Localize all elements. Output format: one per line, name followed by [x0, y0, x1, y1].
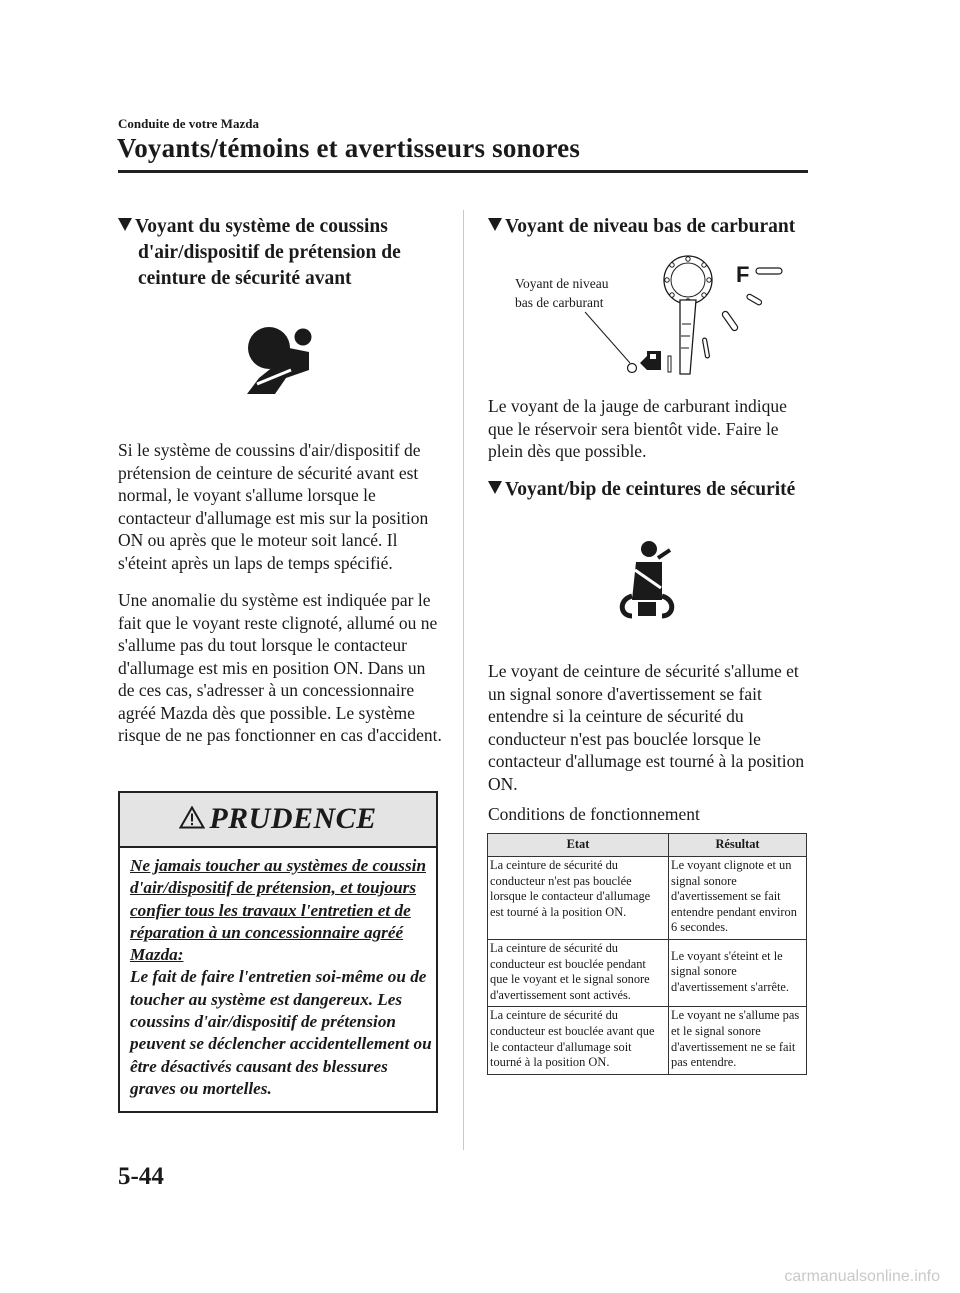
airbag-description	[118, 439, 443, 762]
airbag-section-title: Voyant du système de coussins d'air/dispositif de prétension de ceinture de sécurité avant	[118, 214, 448, 292]
fuel-gauge-illustration	[570, 252, 790, 382]
airbag-paragraph-1: Si le système de coussins d'air/dispositif de prétension de ceinture de sécurité avant est normal, le voyant s'allume lorsque le contacteur d'allumage est mis sur la position ON ou après que le moteur soit lancé. Il s'éteint après un laps de temps spécifié.	[118, 440, 429, 573]
fuel-description: Le voyant de la jauge de carburant indique que le réservoir sera bientôt vide. Faire le plein dès que possible.	[488, 396, 787, 461]
caution-box	[118, 791, 438, 1113]
gauge-full-mark: F	[736, 262, 750, 287]
triangle-bullet-icon	[118, 218, 132, 231]
table-cell-resultat: Le voyant ne s'allume pas et le signal sonore d'avertissement ne se fait pas entendre.	[669, 1007, 807, 1074]
table-row	[488, 939, 807, 1006]
section-label: Conduite de votre Mazda	[118, 116, 259, 131]
table-cell-resultat: Le voyant clignote et un signal sonore d'avertissement se fait entendre pendant environ 6 secondes.	[669, 857, 807, 940]
table-cell-etat: La ceinture de sécurité du conducteur n'est pas bouclée lorsque le contacteur d'allumage est tourné à la position ON.	[488, 857, 669, 940]
watermark-link[interactable]: carmanualsonline.info	[784, 1268, 940, 1285]
header-rule	[118, 170, 808, 173]
page-number: 5-44	[118, 1163, 164, 1190]
conditions-title: Conditions de fonctionnement	[488, 804, 700, 824]
conditions-table	[487, 833, 807, 1075]
caution-title: PRUDENCE	[120, 802, 436, 836]
table-row	[488, 1007, 807, 1074]
belt-description: Le voyant de ceinture de sécurité s'allume et un signal sonore d'avertissement se fait entendre si la ceinture de sécurité du conducteur n'est pas bouclée lorsque le contacteur d'allumage est tourné à la position ON.	[488, 661, 805, 794]
caution-header	[120, 793, 436, 848]
column-divider	[463, 210, 464, 1150]
table-cell-resultat: Le voyant s'éteint et le signal sonore d'avertissement s'arrête.	[669, 939, 807, 1006]
header-etat: Etat	[488, 834, 669, 857]
caution-body	[130, 855, 435, 1100]
table-header-row	[488, 834, 807, 857]
fuel-callout-label: Voyant de niveau bas de carburant	[515, 276, 609, 310]
warning-triangle-icon	[179, 806, 205, 829]
belt-section-title: Voyant/bip de ceintures de sécurité	[488, 477, 823, 503]
triangle-bullet-icon	[488, 481, 502, 494]
caution-text: Le fait de faire l'entretien soi-même ou de toucher au système est dangereux. Les coussins d'air/dispositif de prétension peuvent se déclencher accidentellement ou être désactivés causant des blessures graves ou mortelles.	[130, 967, 432, 1098]
fuel-section-title: Voyant de niveau bas de carburant	[488, 214, 818, 240]
table-cell-etat: La ceinture de sécurité du conducteur est bouclée pendant que le voyant et le signal sonore d'avertissement sont activés.	[488, 939, 669, 1006]
seatbelt-person-icon	[612, 540, 682, 620]
caution-underlined-text: Ne jamais toucher au systèmes de coussin d'air/dispositif de prétension, et toujours confier tous les travaux l'entretien et de réparation à un concessionnaire agréé Mazda:	[130, 856, 427, 965]
table-cell-etat: La ceinture de sécurité du conducteur est bouclée avant que le contacteur d'allumage soit tourné à la position ON.	[488, 1007, 669, 1074]
airbag-person-icon	[245, 318, 315, 398]
triangle-bullet-icon	[488, 218, 502, 231]
table-row	[488, 857, 807, 940]
page-title: Voyants/témoins et avertisseurs sonores	[117, 133, 581, 163]
header-resultat: Résultat	[669, 834, 807, 857]
airbag-paragraph-2: Une anomalie du système est indiquée par le fait que le voyant reste clignoté, allumé ou ne s'allume pas du tout lorsque le contacteur d'allumage est mis en position ON. Dans un de ces cas, s'adresser à un concessionnaire agréé Mazda dès que possible. Le système risque de ne pas fonctionner en cas d'accident.	[118, 590, 442, 745]
